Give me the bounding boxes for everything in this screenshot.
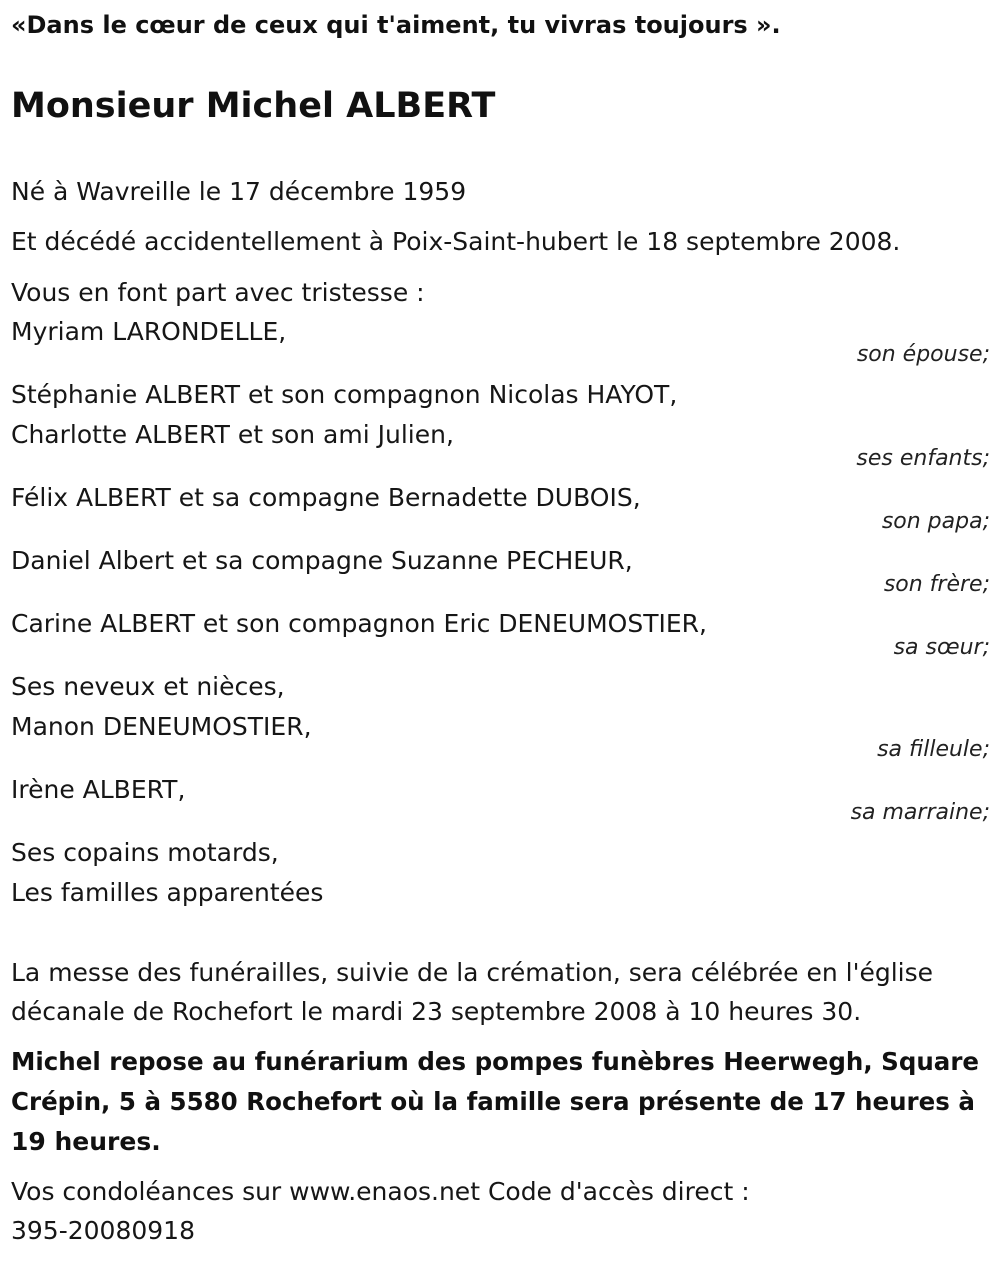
condolences-access-code: 395-20080918 bbox=[11, 1216, 195, 1245]
condolences-line-1: Vos condoléances sur www.enaos.net Code d'accès direct : bbox=[11, 1177, 750, 1206]
family-child-2: Charlotte ALBERT et son ami Julien, bbox=[11, 420, 454, 449]
repose-line-2: Crépin, 5 à 5580 Rochefort où la famille sera présente de 17 heures à bbox=[11, 1087, 975, 1116]
family-spouse-name: Myriam LARONDELLE, bbox=[11, 317, 287, 346]
family-father-name: Félix ALBERT et sa compagne Bernadette DUBOIS, bbox=[11, 483, 641, 512]
relation-brother: son frère; bbox=[883, 572, 990, 597]
repose-line-1: Michel repose au funérarium des pompes funèbres Heerwegh, Square bbox=[11, 1047, 980, 1076]
family-sister-name: Carine ALBERT et son compagnon Eric DENEUMOSTIER, bbox=[11, 609, 707, 638]
others-line-2: Les familles apparentées bbox=[11, 878, 324, 907]
family-nephews-nieces: Ses neveux et nièces, bbox=[11, 672, 285, 701]
relation-sister: sa sœur; bbox=[893, 635, 990, 660]
family-brother-name: Daniel Albert et sa compagne Suzanne PECHEUR, bbox=[11, 546, 633, 575]
death-line: Et décédé accidentellement à Poix-Saint-hubert le 18 septembre 2008. bbox=[11, 227, 901, 256]
others-line-1: Ses copains motards, bbox=[11, 838, 279, 867]
family-goddaughter-name: Manon DENEUMOSTIER, bbox=[11, 712, 312, 741]
relation-godmother: sa marraine; bbox=[850, 800, 990, 825]
announcement-intro: Vous en font part avec tristesse : bbox=[11, 278, 425, 307]
relation-goddaughter: sa filleule; bbox=[877, 737, 990, 762]
relation-children: ses enfants; bbox=[856, 446, 990, 471]
family-child-1: Stéphanie ALBERT et son compagnon Nicolas HAYOT, bbox=[11, 380, 678, 409]
relation-father: son papa; bbox=[881, 509, 990, 534]
relation-spouse: son épouse; bbox=[856, 342, 990, 367]
epigraph: «Dans le cœur de ceux qui t'aiment, tu vivras toujours ». bbox=[11, 11, 781, 39]
family-godmother-name: Irène ALBERT, bbox=[11, 775, 186, 804]
funeral-line-2: décanale de Rochefort le mardi 23 septembre 2008 à 10 heures 30. bbox=[11, 997, 862, 1026]
deceased-name: Monsieur Michel ALBERT bbox=[11, 86, 496, 126]
repose-line-3: 19 heures. bbox=[11, 1127, 161, 1156]
funeral-line-1: La messe des funérailles, suivie de la crémation, sera célébrée en l'église bbox=[11, 958, 933, 987]
birth-line: Né à Wavreille le 17 décembre 1959 bbox=[11, 177, 467, 206]
